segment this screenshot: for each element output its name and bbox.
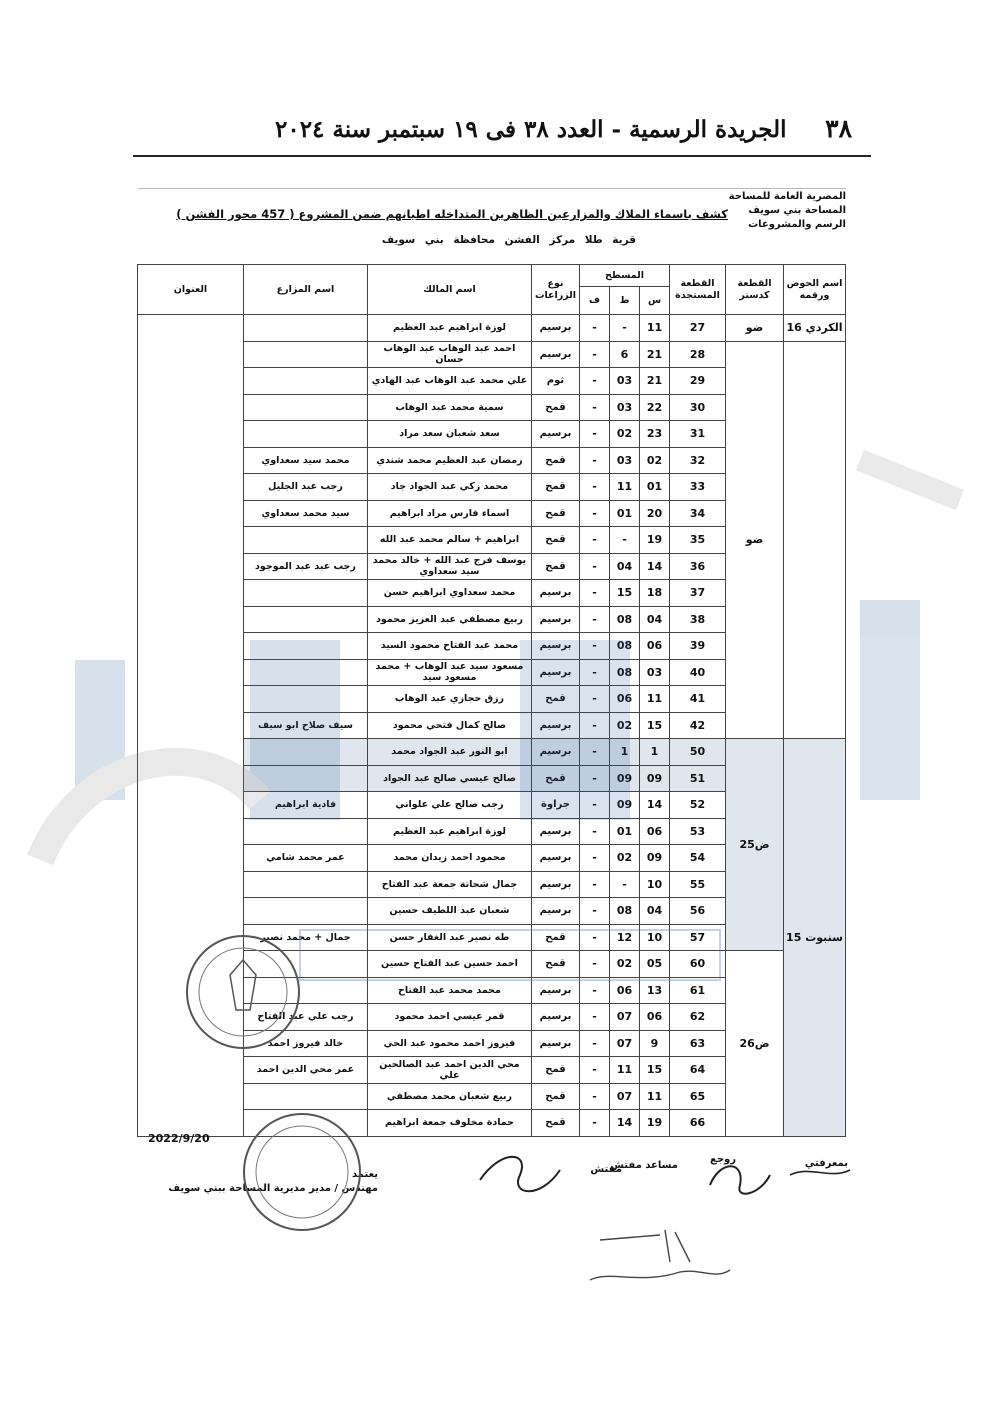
- qitaa-new-cell: 31: [670, 421, 726, 448]
- qitaa-new-cell: 28: [670, 341, 726, 368]
- sahm-cell: 04: [640, 898, 670, 925]
- qitaa-new-cell: 42: [670, 712, 726, 739]
- owner-cell: مسعود سيد عبد الوهاب + محمد مسعود سيد: [367, 659, 531, 686]
- qirat-cell: 08: [610, 898, 640, 925]
- crop-cell: برسيم: [531, 341, 579, 368]
- sahm-cell: 20: [640, 500, 670, 527]
- farmer-cell: رجب عبد عبد الموجود: [243, 553, 367, 580]
- faddan-cell: -: [579, 315, 609, 342]
- qirat-cell: 09: [610, 765, 640, 792]
- owner-cell: رزق حجازي عبد الوهاب: [367, 686, 531, 713]
- qitaa-new-cell: 35: [670, 527, 726, 554]
- crop-cell: قمح: [531, 1057, 579, 1084]
- hod-cell: سنبوت 15: [784, 739, 846, 1137]
- qitaa-new-cell: 66: [670, 1110, 726, 1137]
- qitaa-new-cell: 55: [670, 871, 726, 898]
- owner-cell: ربيع مصطفي عبد العزيز محمود: [367, 606, 531, 633]
- faddan-cell: -: [579, 924, 609, 951]
- qitaa-new-cell: 39: [670, 633, 726, 660]
- owner-cell: لوزة ابراهيم عبد العظيم: [367, 818, 531, 845]
- col-kadaster: القطعة كدستر: [726, 265, 784, 315]
- farmer-cell: رجب علي عبد الفتاح: [243, 1004, 367, 1031]
- qirat-cell: 04: [610, 553, 640, 580]
- sahm-cell: 14: [640, 792, 670, 819]
- qitaa-new-cell: 32: [670, 447, 726, 474]
- faddan-cell: -: [579, 580, 609, 607]
- owner-cell: رمضان عبد العظيم محمد شندي: [367, 447, 531, 474]
- sahm-cell: 13: [640, 977, 670, 1004]
- crop-cell: قمح: [531, 500, 579, 527]
- page-header: [135, 112, 870, 152]
- qirat-cell: 07: [610, 1004, 640, 1031]
- faddan-cell: -: [579, 845, 609, 872]
- qitaa-new-cell: 64: [670, 1057, 726, 1084]
- qirat-cell: 08: [610, 633, 640, 660]
- farmer-cell: عمر محي الدين احمد: [243, 1057, 367, 1084]
- farmer-cell: [243, 977, 367, 1004]
- faddan-cell: -: [579, 977, 609, 1004]
- document-date: 2022/9/20: [148, 1132, 210, 1145]
- sahm-cell: 06: [640, 633, 670, 660]
- sahm-cell: 11: [640, 1083, 670, 1110]
- faddan-cell: -: [579, 686, 609, 713]
- sahm-cell: 03: [640, 659, 670, 686]
- sig-mofatesh: مفتش: [590, 1164, 622, 1175]
- crop-cell: قمح: [531, 474, 579, 501]
- faddan-cell: -: [579, 500, 609, 527]
- sahm-cell: 06: [640, 818, 670, 845]
- qitaa-new-cell: 33: [670, 474, 726, 501]
- crop-cell: قمح: [531, 1083, 579, 1110]
- faddan-cell: -: [579, 951, 609, 978]
- sahm-cell: 15: [640, 712, 670, 739]
- qirat-cell: 06: [610, 686, 640, 713]
- crop-cell: قمح: [531, 765, 579, 792]
- qirat-cell: -: [610, 871, 640, 898]
- page-number: ٣٨: [825, 114, 852, 143]
- sahm-cell: 05: [640, 951, 670, 978]
- col-crop: نوع الزراعات: [531, 265, 579, 315]
- farmer-cell: [243, 315, 367, 342]
- owner-cell: شعبان عبد اللطيف حسين: [367, 898, 531, 925]
- header-divider: [133, 155, 871, 157]
- farmer-cell: [243, 421, 367, 448]
- qirat-cell: 11: [610, 474, 640, 501]
- kadaster-cell: ضو: [726, 341, 784, 739]
- crop-cell: برسيم: [531, 712, 579, 739]
- approval-block: [168, 1168, 378, 1196]
- qirat-cell: 08: [610, 659, 640, 686]
- farmer-cell: [243, 818, 367, 845]
- table-row: [137, 341, 845, 368]
- faddan-cell: -: [579, 341, 609, 368]
- qitaa-new-cell: 38: [670, 606, 726, 633]
- farmer-cell: عمر محمد شامي: [243, 845, 367, 872]
- sahm-cell: 09: [640, 765, 670, 792]
- qitaa-new-cell: 50: [670, 739, 726, 766]
- crop-cell: قمح: [531, 553, 579, 580]
- farmer-cell: [243, 659, 367, 686]
- qirat-cell: 07: [610, 1030, 640, 1057]
- owner-cell: يوسف فرج عبد الله + خالد محمد سيد سعداوي: [367, 553, 531, 580]
- office-block: [728, 190, 846, 232]
- table-row: [137, 951, 845, 978]
- crop-cell: قمح: [531, 527, 579, 554]
- owner-cell: جمال شحاتة جمعة عبد الفتاح: [367, 871, 531, 898]
- qitaa-new-cell: 41: [670, 686, 726, 713]
- qirat-cell: 6: [610, 341, 640, 368]
- qirat-cell: 03: [610, 394, 640, 421]
- col-owner: اسم المالك: [367, 265, 531, 315]
- qitaa-new-cell: 37: [670, 580, 726, 607]
- sig-ragea: روجع: [709, 1154, 736, 1165]
- crop-cell: قمح: [531, 394, 579, 421]
- sahm-cell: 10: [640, 924, 670, 951]
- qitaa-new-cell: 57: [670, 924, 726, 951]
- farmer-cell: [243, 765, 367, 792]
- table-row: [137, 315, 845, 342]
- qirat-cell: 12: [610, 924, 640, 951]
- faddan-cell: -: [579, 606, 609, 633]
- office-line-2: المساحة بني سويف: [748, 205, 846, 216]
- qitaa-new-cell: 51: [670, 765, 726, 792]
- owner-cell: اسماء فارس مراد ابراهيم: [367, 500, 531, 527]
- qitaa-new-cell: 63: [670, 1030, 726, 1057]
- crop-cell: ثوم: [531, 368, 579, 395]
- owner-cell: محمد سعداوي ابراهيم حسن: [367, 580, 531, 607]
- farmer-cell: [243, 739, 367, 766]
- faddan-cell: -: [579, 818, 609, 845]
- qirat-cell: 02: [610, 845, 640, 872]
- crop-cell: برسيم: [531, 739, 579, 766]
- col-mostagada: القطعة المستجدة: [670, 265, 726, 315]
- farmer-cell: محمد سيد سعداوي: [243, 447, 367, 474]
- qitaa-new-cell: 56: [670, 898, 726, 925]
- farmer-cell: [243, 686, 367, 713]
- sahm-cell: 21: [640, 341, 670, 368]
- owner-cell: سعد شعبان سعد مراد: [367, 421, 531, 448]
- qitaa-new-cell: 29: [670, 368, 726, 395]
- owner-cell: قمر عيسي احمد محمود: [367, 1004, 531, 1031]
- sahm-cell: 01: [640, 474, 670, 501]
- crop-cell: برسيم: [531, 1030, 579, 1057]
- faddan-cell: -: [579, 394, 609, 421]
- crop-cell: قمح: [531, 1110, 579, 1137]
- crop-cell: برسيم: [531, 580, 579, 607]
- farmer-cell: [243, 368, 367, 395]
- qitaa-new-cell: 61: [670, 977, 726, 1004]
- sahm-cell: 11: [640, 315, 670, 342]
- qirat-cell: 08: [610, 606, 640, 633]
- scan-top-edge: [138, 188, 846, 189]
- crop-cell: برسيم: [531, 421, 579, 448]
- qitaa-new-cell: 30: [670, 394, 726, 421]
- owner-cell: ابو النور عبد الجواد محمد: [367, 739, 531, 766]
- crop-cell: جراوة: [531, 792, 579, 819]
- farmer-cell: [243, 606, 367, 633]
- farmer-cell: [243, 951, 367, 978]
- qitaa-new-cell: 65: [670, 1083, 726, 1110]
- owner-cell: فيروز احمد محمود عبد الحي: [367, 1030, 531, 1057]
- owner-cell: محمد محمد عبد الفتاح: [367, 977, 531, 1004]
- crop-cell: قمح: [531, 951, 579, 978]
- qirat-cell: 14: [610, 1110, 640, 1137]
- qirat-cell: 1: [610, 739, 640, 766]
- qitaa-new-cell: 40: [670, 659, 726, 686]
- sahm-cell: 21: [640, 368, 670, 395]
- faddan-cell: -: [579, 474, 609, 501]
- hod-cell: الكردي 16: [784, 315, 846, 342]
- approve-line-2: مهندس / مدير مديرية المساحة ببني سويف: [168, 1183, 378, 1194]
- crop-cell: برسيم: [531, 818, 579, 845]
- faddan-cell: -: [579, 1057, 609, 1084]
- farmer-cell: [243, 580, 367, 607]
- sahm-cell: 11: [640, 686, 670, 713]
- table-row: [137, 739, 845, 766]
- owner-cell: محمد عبد الفتاح محمود السيد: [367, 633, 531, 660]
- faddan-cell: -: [579, 1030, 609, 1057]
- owner-cell: لوزة ابراهيم عبد العظيم: [367, 315, 531, 342]
- scanned-document: [138, 188, 846, 1308]
- qirat-cell: -: [610, 315, 640, 342]
- sahm-cell: 19: [640, 527, 670, 554]
- sahm-cell: 09: [640, 845, 670, 872]
- owner-cell: طه نصير عبد الغفار حسن: [367, 924, 531, 951]
- farmer-cell: سيف صلاح ابو سيف: [243, 712, 367, 739]
- qirat-cell: 06: [610, 977, 640, 1004]
- farmer-cell: سيد محمد سعداوي: [243, 500, 367, 527]
- faddan-cell: -: [579, 792, 609, 819]
- qitaa-new-cell: 34: [670, 500, 726, 527]
- faddan-cell: -: [579, 1110, 609, 1137]
- farmer-cell: [243, 898, 367, 925]
- crop-cell: برسيم: [531, 898, 579, 925]
- farmer-cell: جمال + محمد نصير: [243, 924, 367, 951]
- owner-cell: حمادة مخلوف جمعة ابراهيم: [367, 1110, 531, 1137]
- crop-cell: برسيم: [531, 1004, 579, 1031]
- farmer-cell: [243, 1110, 367, 1137]
- sig-mosaed: مساعد مفتش: [610, 1160, 678, 1171]
- faddan-cell: -: [579, 898, 609, 925]
- kadaster-cell: ض26: [726, 951, 784, 1137]
- crop-cell: برسيم: [531, 633, 579, 660]
- faddan-cell: -: [579, 659, 609, 686]
- col-faddan: ف: [579, 287, 609, 315]
- faddan-cell: -: [579, 633, 609, 660]
- farmer-cell: [243, 341, 367, 368]
- owner-cell: احمد حسين عبد الفتاح حسين: [367, 951, 531, 978]
- approve-line-1: يعتمد: [352, 1169, 378, 1180]
- qirat-cell: 07: [610, 1083, 640, 1110]
- crop-cell: قمح: [531, 924, 579, 951]
- qitaa-new-cell: 62: [670, 1004, 726, 1031]
- farmer-cell: رجب عبد الجليل: [243, 474, 367, 501]
- faddan-cell: -: [579, 368, 609, 395]
- faddan-cell: -: [579, 765, 609, 792]
- farmer-cell: فادية ابراهيم: [243, 792, 367, 819]
- office-line-1: المصرية العامة للمساحة: [728, 191, 846, 202]
- col-hod: اسم الحوض ورقمه: [784, 265, 846, 315]
- owner-cell: سمية محمد عبد الوهاب: [367, 394, 531, 421]
- qirat-cell: 09: [610, 792, 640, 819]
- gazette-title: الجريدة الرسمية - العدد ٣٨ فى ١٩ سبتمبر سنة ٢٠٢٤: [275, 116, 787, 143]
- qirat-cell: 15: [610, 580, 640, 607]
- sahm-cell: 22: [640, 394, 670, 421]
- sahm-cell: 23: [640, 421, 670, 448]
- sahm-cell: 1: [640, 739, 670, 766]
- qitaa-new-cell: 36: [670, 553, 726, 580]
- sahm-cell: 9: [640, 1030, 670, 1057]
- qitaa-new-cell: 53: [670, 818, 726, 845]
- faddan-cell: -: [579, 1083, 609, 1110]
- qirat-cell: 02: [610, 421, 640, 448]
- qitaa-new-cell: 27: [670, 315, 726, 342]
- owner-cell: صالح عيسي صالح عبد الجواد: [367, 765, 531, 792]
- sahm-cell: 18: [640, 580, 670, 607]
- farmer-cell: [243, 527, 367, 554]
- faddan-cell: -: [579, 553, 609, 580]
- sahm-cell: 19: [640, 1110, 670, 1137]
- qirat-cell: 03: [610, 447, 640, 474]
- address-cell: [137, 315, 243, 1137]
- location-line: قرية طلا مركز الفشن محافظة بني سويف: [381, 234, 636, 246]
- col-qirat: ط: [610, 287, 640, 315]
- farmer-cell: خالد فيروز احمد: [243, 1030, 367, 1057]
- qirat-cell: 11: [610, 1057, 640, 1084]
- owner-cell: محمود احمد زيدان محمد: [367, 845, 531, 872]
- qirat-cell: 02: [610, 951, 640, 978]
- faddan-cell: -: [579, 421, 609, 448]
- col-area: المسطح: [579, 265, 669, 287]
- hod-cell-empty: [784, 341, 846, 739]
- qirat-cell: 01: [610, 818, 640, 845]
- crop-cell: برسيم: [531, 845, 579, 872]
- crop-cell: قمح: [531, 447, 579, 474]
- crop-cell: برسيم: [531, 659, 579, 686]
- sahm-cell: 06: [640, 1004, 670, 1031]
- sahm-cell: 02: [640, 447, 670, 474]
- faddan-cell: -: [579, 447, 609, 474]
- faddan-cell: -: [579, 871, 609, 898]
- qitaa-new-cell: 60: [670, 951, 726, 978]
- sahm-cell: 15: [640, 1057, 670, 1084]
- crop-cell: برسيم: [531, 871, 579, 898]
- owner-cell: ابراهيم + سالم محمد عبد الله: [367, 527, 531, 554]
- kadaster-cell: ض25: [726, 739, 784, 951]
- col-farmer: اسم المزارع: [243, 265, 367, 315]
- crop-cell: قمح: [531, 686, 579, 713]
- owner-cell: رجب صالح علي علواني: [367, 792, 531, 819]
- farmer-cell: [243, 1083, 367, 1110]
- col-address: العنوان: [137, 265, 243, 315]
- faddan-cell: -: [579, 739, 609, 766]
- qitaa-new-cell: 52: [670, 792, 726, 819]
- sahm-cell: 10: [640, 871, 670, 898]
- owner-cell: ربيع شعبان محمد مصطفي: [367, 1083, 531, 1110]
- office-line-3: الرسم والمشروعات: [748, 219, 846, 230]
- owner-cell: محمد زكي عبد الجواد جاد: [367, 474, 531, 501]
- crop-cell: برسيم: [531, 315, 579, 342]
- col-sahm: س: [640, 287, 670, 315]
- sahm-cell: 04: [640, 606, 670, 633]
- faddan-cell: -: [579, 527, 609, 554]
- owner-cell: علي محمد عبد الوهاب عبد الهادي: [367, 368, 531, 395]
- sig-ma3rifati: بمعرفتي: [804, 1158, 848, 1169]
- sahm-cell: 14: [640, 553, 670, 580]
- kadaster-cell: ضو: [726, 315, 784, 342]
- faddan-cell: -: [579, 1004, 609, 1031]
- farmer-cell: [243, 871, 367, 898]
- owners-table: [137, 264, 846, 1137]
- owner-cell: محي الدين احمد عبد الصالحين علي: [367, 1057, 531, 1084]
- faddan-cell: -: [579, 712, 609, 739]
- qirat-cell: 02: [610, 712, 640, 739]
- crop-cell: برسيم: [531, 977, 579, 1004]
- qirat-cell: 01: [610, 500, 640, 527]
- farmer-cell: [243, 633, 367, 660]
- farmer-cell: [243, 394, 367, 421]
- crop-cell: برسيم: [531, 606, 579, 633]
- qitaa-new-cell: 54: [670, 845, 726, 872]
- document-title: كشف باسماء الملاك والمزارعين الظاهرين المتداخله اطيانهم ضمن المشروع ( 457 محور الفشن ): [176, 207, 728, 221]
- owner-cell: احمد عبد الوهاب عبد الوهاب حسان: [367, 341, 531, 368]
- qirat-cell: 03: [610, 368, 640, 395]
- owner-cell: صالح كمال فتحي محمود: [367, 712, 531, 739]
- qirat-cell: -: [610, 527, 640, 554]
